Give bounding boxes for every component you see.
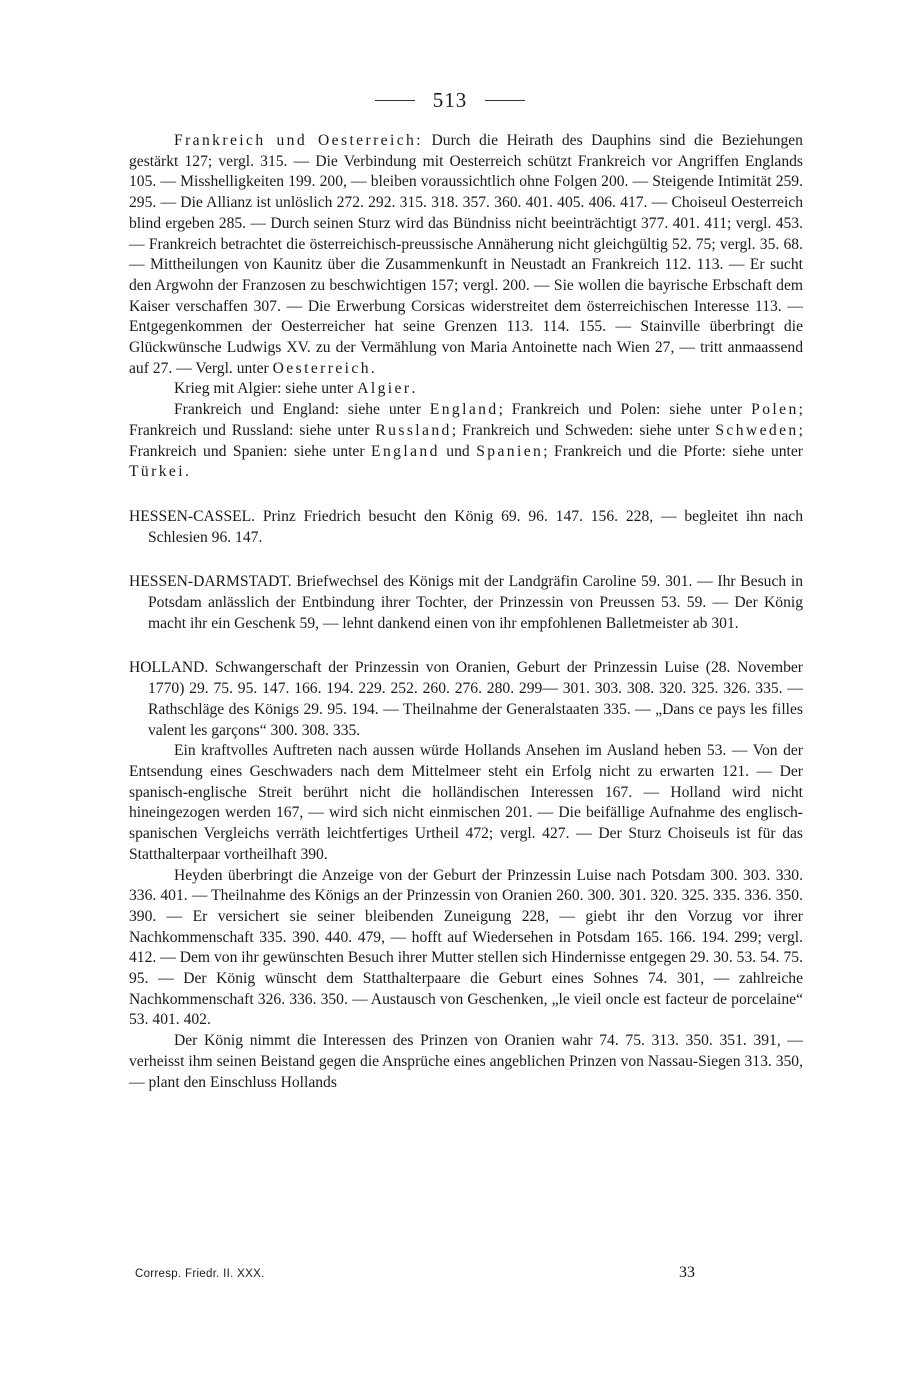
paragraph-algier: Krieg mit Algier: siehe unter Algier. [174,380,416,398]
entry-heading: HOLLAND. [129,659,209,677]
page-header [0,88,900,113]
paragraph-frankreich-cross-refs: Frankreich und England: siehe unter England; Frankreich und Polen: siehe unter Polen; Frankreich und Russland: siehe unter Russland; Frankreich und Schweden: siehe unter Schweden; Frankreich und Spanien: siehe unter England und Spanien; Frankreich und die Pforte: siehe unter Türkei. [129,401,803,481]
cross-reference: England [371,442,440,460]
cross-reference: Spanien [476,442,544,460]
page-footer [135,1264,695,1282]
page-number: 513 [432,88,468,112]
header-rule-left [375,100,415,101]
subentry-lead: Frankreich und Oesterreich: [174,132,423,149]
entry-hessen-darmstadt: HESSEN-DARMSTADT. Briefwechsel des Königs mit der Landgräfin Caroline 59. 301. — Ihr Besuch in Potsdam anlässlich der Entbindung ihrer Tochter, der Prinzessin von Preussen 53. 59. — Der König macht ihr ein Geschenk 59, — lehnt dankend einen von ihr empfohlenen Balletmeister ab 301. [129,573,803,632]
paragraph-holland-2: Ein kraftvolles Auftreten nach aussen würde Hollands Ansehen im Ausland heben 53. — Von der Entsendung eines Geschwaders nach dem Mittelmeer steht ein Erfolg nicht zu erwarten 121. — Der spanisch-englische Streit berührt nicht die holländischen Interessen 167. — Holland wird nicht hineingezogen werden 167, — wird sich nicht einmischen 201. — Die beifällige Aufnahme des englisch-spanischen Vergleichs verräth leichtfertiges Urtheil 472; vergl. 427. — Der Sturz Choiseuls ist für das Statthalterpaar vortheilhaft 390. [129,742,803,863]
sheet-number: 33 [679,1264,695,1281]
cross-reference: Türkei [129,463,185,481]
cross-reference: Polen [751,401,799,419]
signature-mark: Corresp. Friedr. II. XXX. [135,1268,265,1280]
cross-reference: Algier [357,380,412,398]
cross-reference: Russland [375,421,452,439]
paragraph-holland-4: Der König nimmt die Interessen des Prinzen von Oranien wahr 74. 75. 313. 350. 351. 391, — verheisst ihm seinen Beistand gegen die Ansprüche eines angeblichen Prinzen von Nassau-Siegen 313. 350, — plant den Einschluss Hollands [129,1032,803,1091]
index-text [129,131,803,1093]
cross-reference: Schweden [715,421,799,439]
cross-reference: England [429,401,499,419]
paragraph-frankreich-oesterreich: Frankreich und Oesterreich: Durch die Heirath des Dauphins sind die Beziehungen gestärkt 127; vergl. 315. — Die Verbindung mit Oesterreich schützt Frankreich vor Angriffen Englands 105. — Misshelligkeiten 199. 200, — bleiben voraussichtlich ohne Folgen 200. — Steigende Intimität 259. 295. — Die Allianz ist unlöslich 272. 292. 315. 318. 357. 360. 401. 405. 406. 417. — Choiseul Oesterreich blind ergeben 285. — Durch seinen Sturz wird das Bündniss nicht beeinträchtigt 377. 401. 411; vergl. 453. — Frankreich betrachtet die österreichisch-preussische Annäherung nicht gleichgültig 52. 75; vergl. 35. 68. — Mittheilungen von Kaunitz über die Zusammenkunft in Neustadt an Frankreich 112. 113. — Er sucht den Argwohn der Franzosen zu beschwichtigen 157; vergl. 200. — Sie wollen die bayrische Erbschaft dem Kaiser verschaffen 307. — Die Erwerbung Corsicas widerstreitet dem österreichischen Interesse 113. — Entgegenkommen der Oesterreicher hat seine Grenzen 113. 114. 155. — Stainville überbringt die Glückwünsche Ludwigs XV. zu der Vermählung von Maria Antoinette nach Wien 27, — tritt anmaassend auf 27. — Vergl. unter Oesterreich. [129,132,803,377]
entry-heading: HESSEN-DARMSTADT. [129,573,292,591]
cross-reference: Oesterreich [272,359,371,377]
entry-holland: HOLLAND. Schwangerschaft der Prinzessin von Oranien, Geburt der Prinzessin Luise (28. November 1770) 29. 75. 95. 147. 166. 194. 229. 252. 260. 276. 280. 299— 301. 303. 308. 320. 325. 326. 335. — Rathschläge des Königs 29. 95. 194. — Theilnahme der Generalstaaten 335. — „Dans ce pays les filles valent les garçons“ 300. 308. 335. [129,659,803,739]
header-rule-right [485,100,525,101]
entry-heading: HESSEN-CASSEL. [129,507,256,525]
entry-hessen-cassel: HESSEN-CASSEL. Prinz Friedrich besucht den König 69. 96. 147. 156. 228, — begleitet ihn nach Schlesien 96. 147. [129,507,803,546]
paragraph-holland-3: Heyden überbringt die Anzeige von der Geburt der Prinzessin Luise nach Potsdam 300. 303. 330. 336. 401. — Theilnahme des Königs an der Prinzessin von Oranien 260. 300. 301. 320. 325. 335. 336. 350. 390. — Er versichert sie seiner bleibenden Zuneigung 228, — giebt ihr den Vorzug vor ihrer Nachkommenschaft 335. 390. 440. 479, — hofft auf Wiedersehen in Potsdam 165. 166. 194. 299; vergl. 412. — Dem von ihr gewünschten Besuch ihrer Mutter stellen sich Hindernisse entgegen 29. 30. 53. 54. 75. 95. — Der König wünscht dem Statthalterpaare die Geburt eines Sohnes 74. 301, — zahlreiche Nachkommenschaft 326. 336. 350. — Austausch von Geschenken, „le vieil oncle est facteur de porcelaine“ 53. 401. 402. [129,866,803,1029]
